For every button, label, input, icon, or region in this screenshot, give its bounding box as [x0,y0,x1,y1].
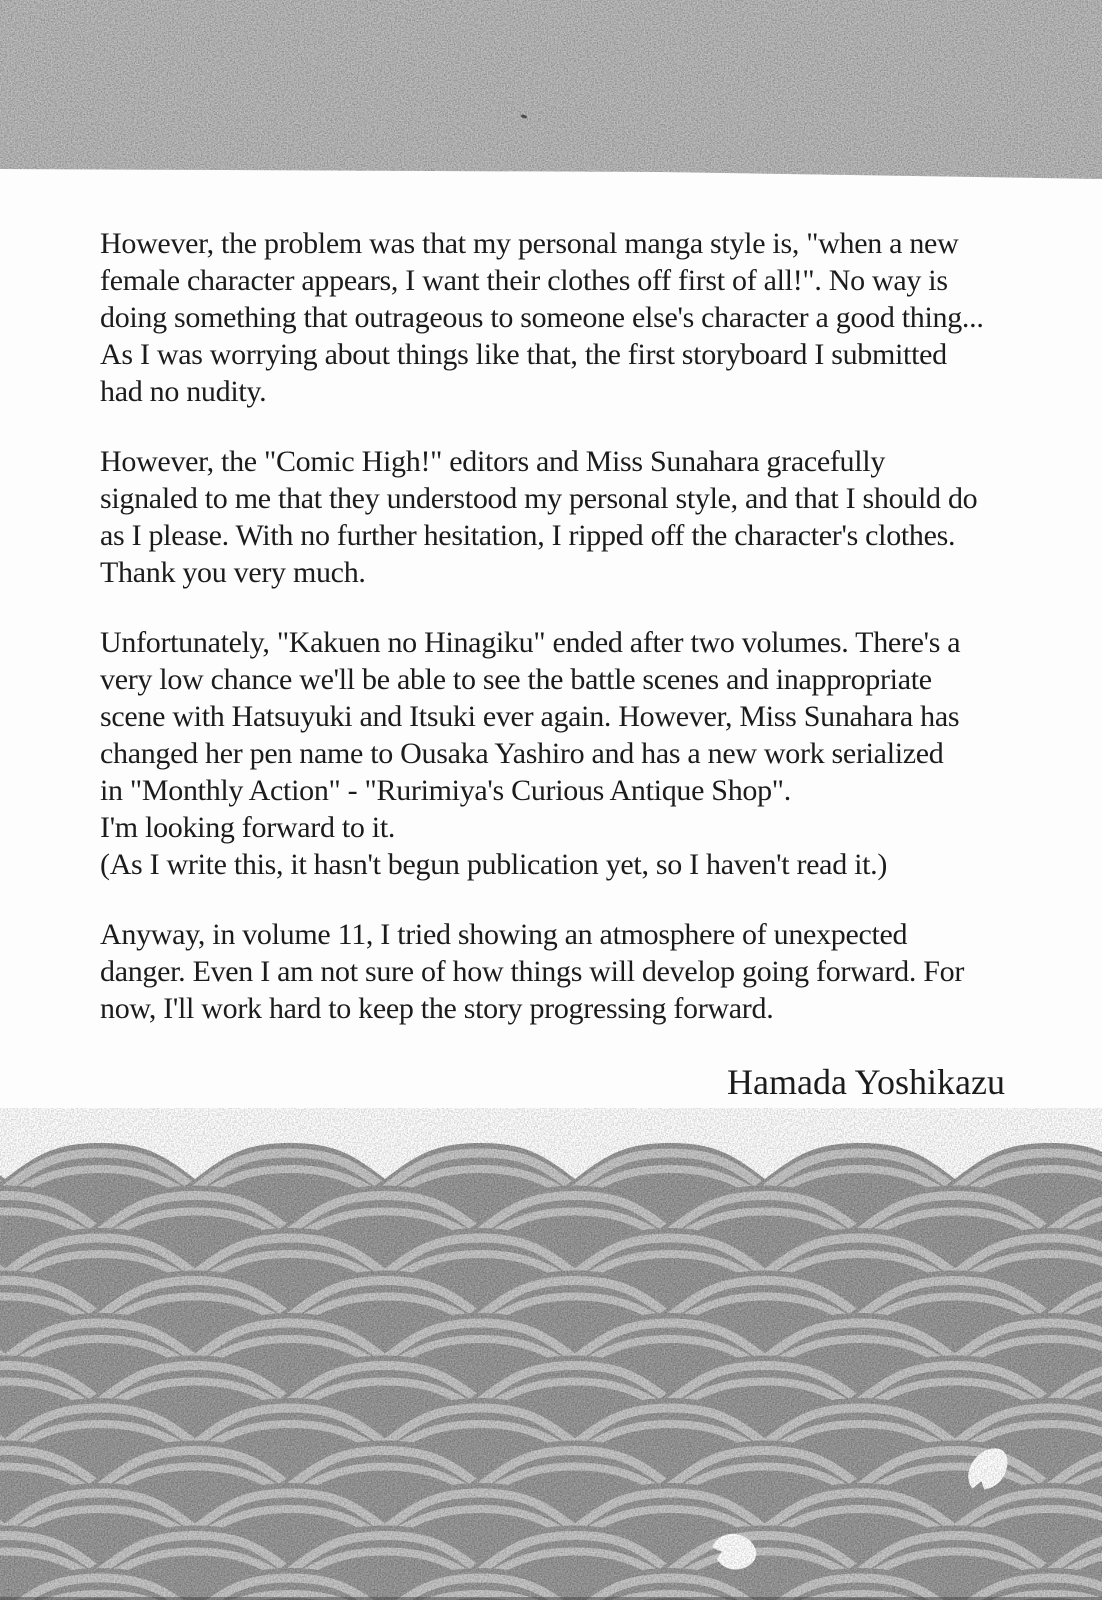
afterword-text [100,225,1020,1104]
wave-pattern [0,1108,1102,1600]
text-line: However, the problem was that my personal manga style is, "when a new [100,227,959,260]
paragraph-2 [100,443,1020,591]
grain-overlay [0,1108,1102,1600]
text-line: As I was worrying about things like that, the first storyboard I submitted [100,338,947,371]
text-line: However, the "Comic High!" editors and Miss Sunahara gracefully [100,445,886,478]
text-line: had no nudity. [100,375,267,408]
paragraph-4 [100,916,1020,1027]
text-line: now, I'll work hard to keep the story progressing forward. [100,992,774,1025]
paragraph-1 [100,225,1020,410]
text-line: danger. Even I am not sure of how things will develop going forward. For [100,955,965,988]
text-line: female character appears, I want their clothes off first of all!". No way is [100,264,948,297]
text-line: in "Monthly Action" - "Rurimiya's Curious Antique Shop". [100,774,791,807]
text-line: very low chance we'll be able to see the battle scenes and inappropriate [100,663,932,696]
text-line: scene with Hatsuyuki and Itsuki ever again. However, Miss Sunahara has [100,700,960,733]
text-line: as I please. With no further hesitation, I ripped off the character's clothes. [100,519,956,552]
text-line: signaled to me that they understood my personal style, and that I should do [100,482,978,515]
text-line: changed her pen name to Ousaka Yashiro and has a new work serialized [100,737,944,770]
top-banner [0,0,1102,180]
text-line: (As I write this, it hasn't begun publication yet, so I haven't read it.) [100,848,888,881]
text-line: Unfortunately, "Kakuen no Hinagiku" ended after two volumes. There's a [100,626,961,659]
text-line: Anyway, in volume 11, I tried showing an atmosphere of unexpected [100,918,908,951]
text-line: Thank you very much. [100,556,366,589]
wave-pattern-footer [0,1108,1102,1600]
author-signature: Hamada Yoshikazu [727,1062,1005,1102]
text-line: I'm looking forward to it. [100,811,396,844]
paragraph-3 [100,624,1020,883]
text-line: doing something that outrageous to someone else's character a good thing... [100,301,984,334]
banner-grain [0,0,1102,180]
